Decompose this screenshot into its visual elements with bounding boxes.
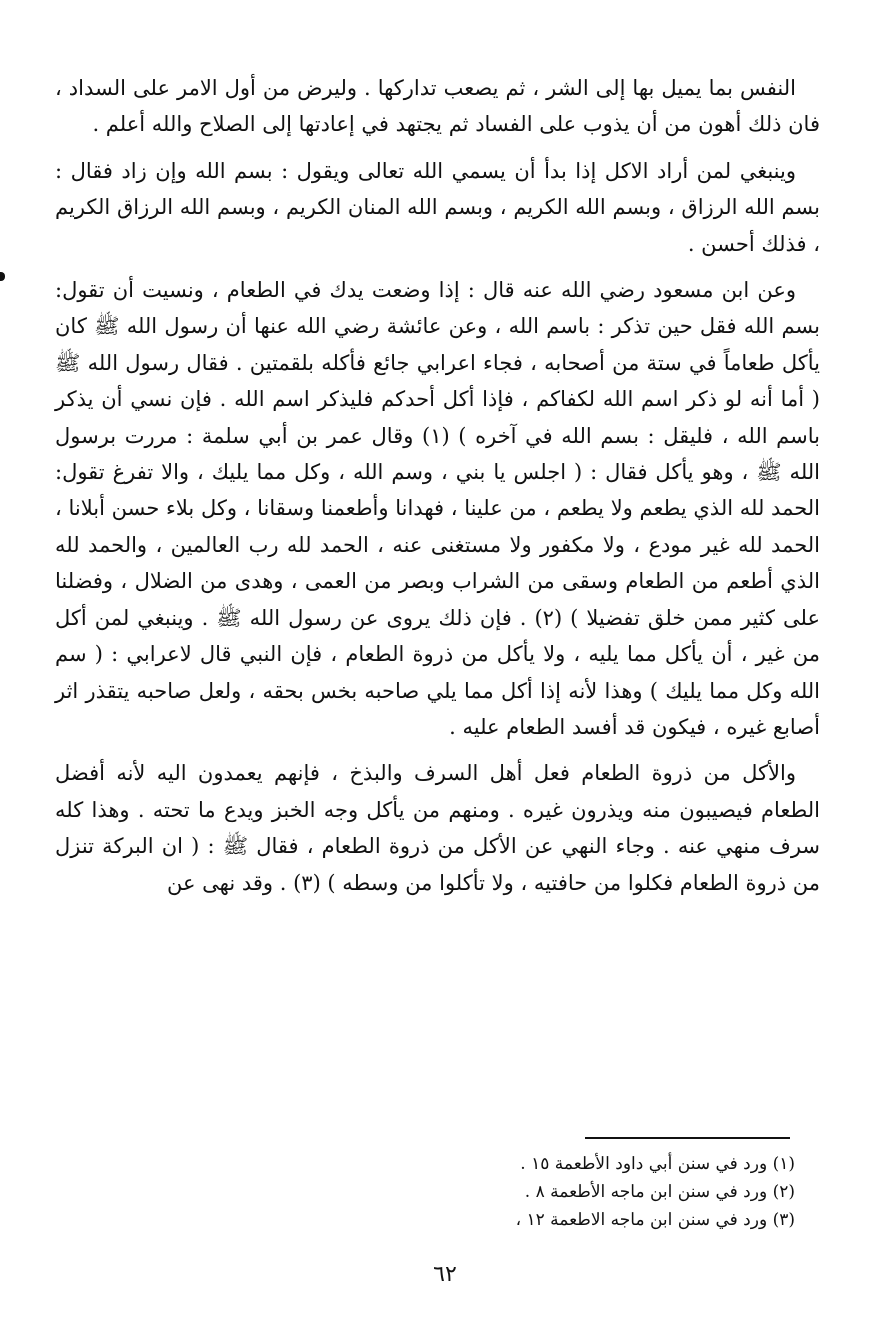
page-number: ٦٢ <box>433 1262 457 1287</box>
paragraph-1: النفس بما يميل بها إلى الشر ، ثم يصعب تداركها . وليرض من أول الامر على السداد ، فان ذلك أهون من أن يذوب على الفساد ثم يجتهد في إعادتها إلى الصلاح والله أعلم . <box>55 76 820 137</box>
footnotes <box>300 1150 795 1234</box>
paragraph-3: وعن ابن مسعود رضي الله عنه قال : إذا وضعت يدك في الطعام ، ونسيت أن تقول: بسم الله فقل حين تذكر : باسم الله ، وعن عائشة رضي الله عنها أن رسول الله ﷺ كان يأكل طعاماً في ستة من أصحابه ، فجاء اعرابي جائع فأكله بلقمتين . فقال رسول الله ﷺ ( أما أنه لو ذكر اسم الله لكفاكم ، فإذا أكل أحدكم فليذكر اسم الله . فإن نسي أن يذكر باسم الله ، فليقل : بسم الله في آخره ) (١) وقال عمر بن أبي سلمة : مررت برسول الله ﷺ ، وهو يأكل فقال : ( اجلس يا بني ، وسم الله ، وكل مما يليك ، والا تفرغ تقول: الحمد لله الذي يطعم ولا يطعم ، من علينا ، فهدانا وأطعمنا وسقانا ، وكل بلاء حسن أبلانا ، الحمد لله غير مودع ، ولا مكفور ولا مستغنى عنه ، الحمد لله رب العالمين ، والحمد لله الذي أطعم من الطعام وسقى من الشراب وبصر من العمى ، وهدى من الضلال ، وفضلنا على كثير ممن خلق تفضيلا ) (٢) . فإن ذلك يروى عن رسول الله ﷺ . وينبغي لمن أكل من غير ، أن يأكل مما يليه ، ولا يأكل من ذروة الطعام ، فإن النبي قال لاعرابي : ( سم الله وكل مما يليك ) وهذا لأنه إذا أكل مما يلي صاحبه بخس بحقه ، ولعل صاحبه يتقذر اثر أصابع غيره ، فيكون قد أفسد الطعام عليه . <box>55 278 820 739</box>
page-edge-mark <box>0 272 5 281</box>
footnote-2: (٢) ورد في سنن ابن ماجه الأطعمة ٨ . <box>524 1182 795 1202</box>
footnote-3: (٣) ورد في سنن ابن ماجه الاطعمة ١٢ ، <box>515 1210 795 1230</box>
footnote-1: (١) ورد في سنن أبي داود الأطعمة ١٥ . <box>520 1154 795 1174</box>
main-text <box>55 70 820 911</box>
footnote-separator <box>585 1137 790 1139</box>
paragraph-2: وينبغي لمن أراد الاكل إذا بدأ أن يسمي الله تعالى ويقول : بسم الله وإن زاد فقال : بسم الله الرزاق ، وبسم الله الكريم ، وبسم الله المنان الكريم ، وبسم الله الرزاق الكريم ، فذلك أحسن . <box>55 158 820 256</box>
paragraph-4: والأكل من ذروة الطعام فعل أهل السرف والبذخ ، فإنهم يعمدون اليه لأنه أفضل الطعام فيصيبون منه ويذرون غيره . ومنهم من يأكل وجه الخبز ويدع ما تحته . وهذا كله سرف منهي عنه . وجاء النهي عن الأكل من ذروة الطعام ، فقال ﷺ : ( ان البركة تنزل من ذروة الطعام فكلوا من حافتيه ، ولا تأكلوا من وسطه ) (٣) . وقد نهى عن <box>55 761 820 895</box>
